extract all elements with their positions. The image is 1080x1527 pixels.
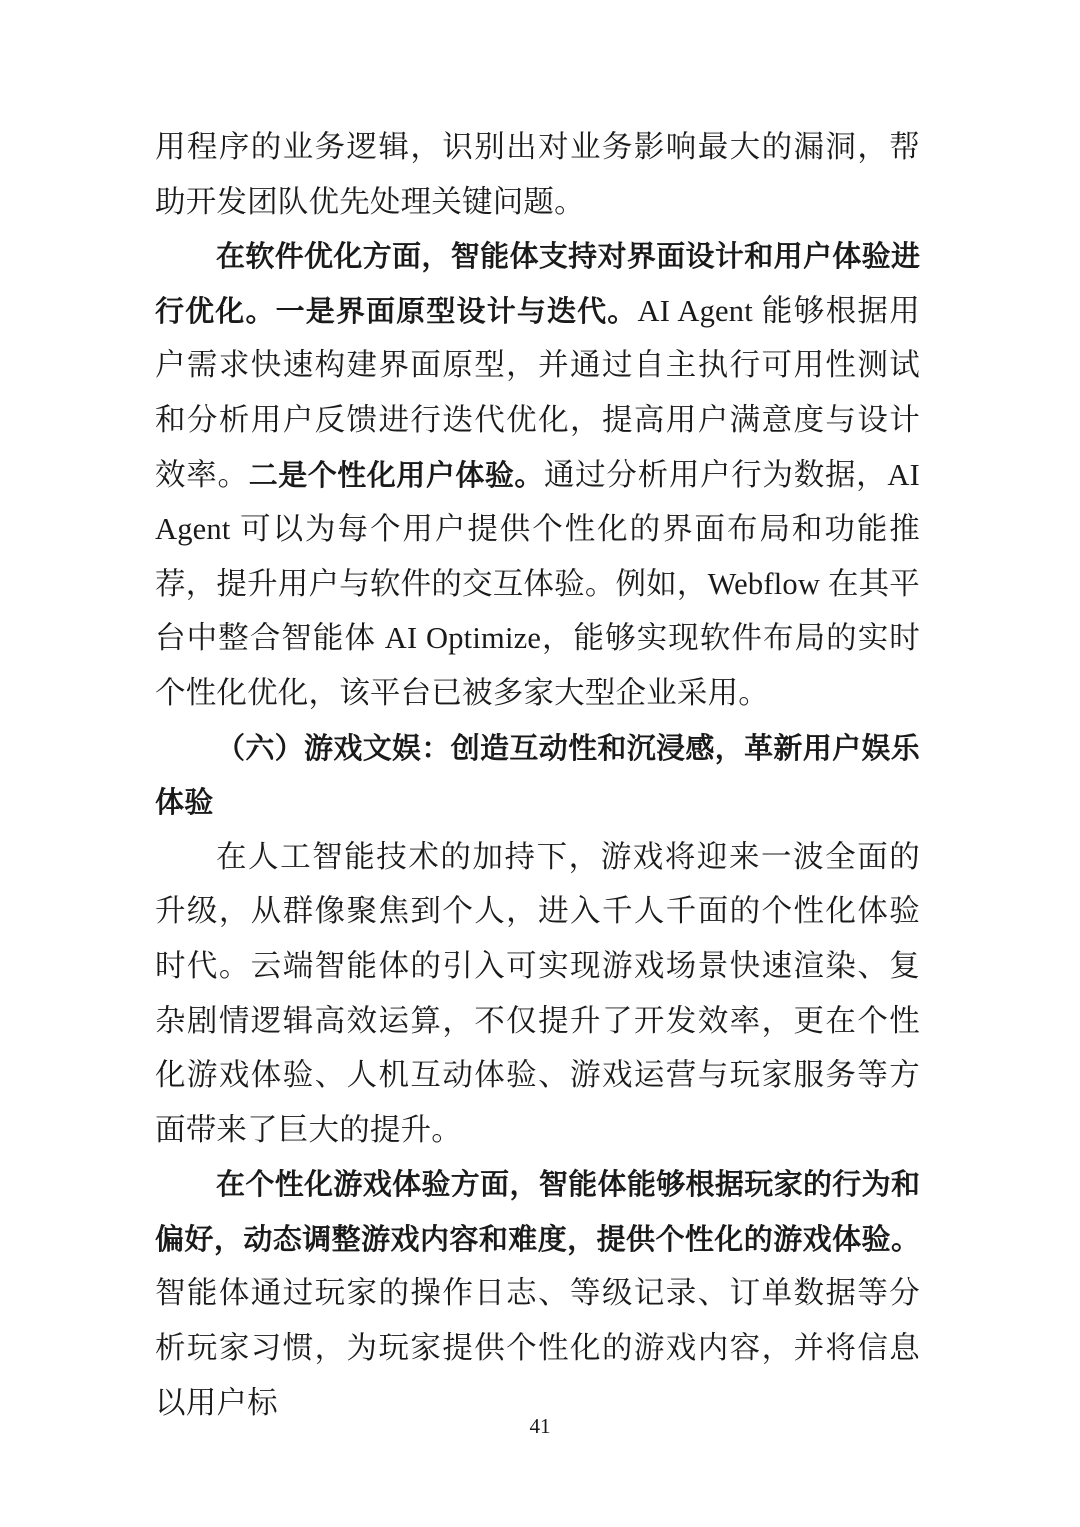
text-run: 智能体通过玩家的操作日志、等级记录、订单数据等分析玩家习惯，为玩家提供个性化的游戏内容，并将信息以用户标 (155, 1276, 920, 1420)
text-run: AI Agent 能够根据用户需求快速构建界面原型，并通过自主执行可用性测试和分析用户反馈进行迭代优化，提高用户满意度与设计效率。 (155, 293, 920, 492)
text-run: 通过分析用户行为数据，AI Agent 可以为每个用户提供个性化的界面布局和功能推荐，提升用户与软件的交互体验。例如，Webflow 在其平台中整合智能体 AI Optimize，能够实现软件布局的实时个性化优化，该平台已被多家大型企业采用。 (155, 457, 920, 710)
text-run: 在人工智能技术的加持下，游戏将迎来一波全面的升级，从群像聚焦到个人，进入千人千面的个性化体验时代。云端智能体的引入可实现游戏场景快速渲染、复杂剧情逻辑高效运算，不仅提升了开发效率，更在个性化游戏体验、人机互动体验、游戏运营与玩家服务等方面带来了巨大的提升。 (155, 839, 920, 1147)
paragraph (155, 830, 920, 1158)
text-run: 在软件优化方面，智能体支持对界面设计和用户体验进行优化。一是界面原型设计与迭代。 (155, 239, 920, 328)
paragraph (155, 721, 920, 830)
paragraph (155, 229, 920, 720)
paragraph (155, 1157, 920, 1430)
page-number: 41 (529, 1414, 551, 1438)
text-run: 用程序的业务逻辑，识别出对业务影响最大的漏洞，帮助开发团队优先处理关键问题。 (155, 130, 920, 219)
text-run: 在个性化游戏体验方面，智能体能够根据玩家的行为和偏好，动态调整游戏内容和难度，提供个性化的游戏体验。 (155, 1167, 920, 1256)
text-run: （六）游戏文娱：创造互动性和沉浸感，革新用户娱乐体验 (155, 730, 920, 820)
text-run: 二是个性化用户体验。 (248, 457, 544, 492)
document-body (155, 120, 920, 1430)
paragraph (155, 120, 920, 229)
